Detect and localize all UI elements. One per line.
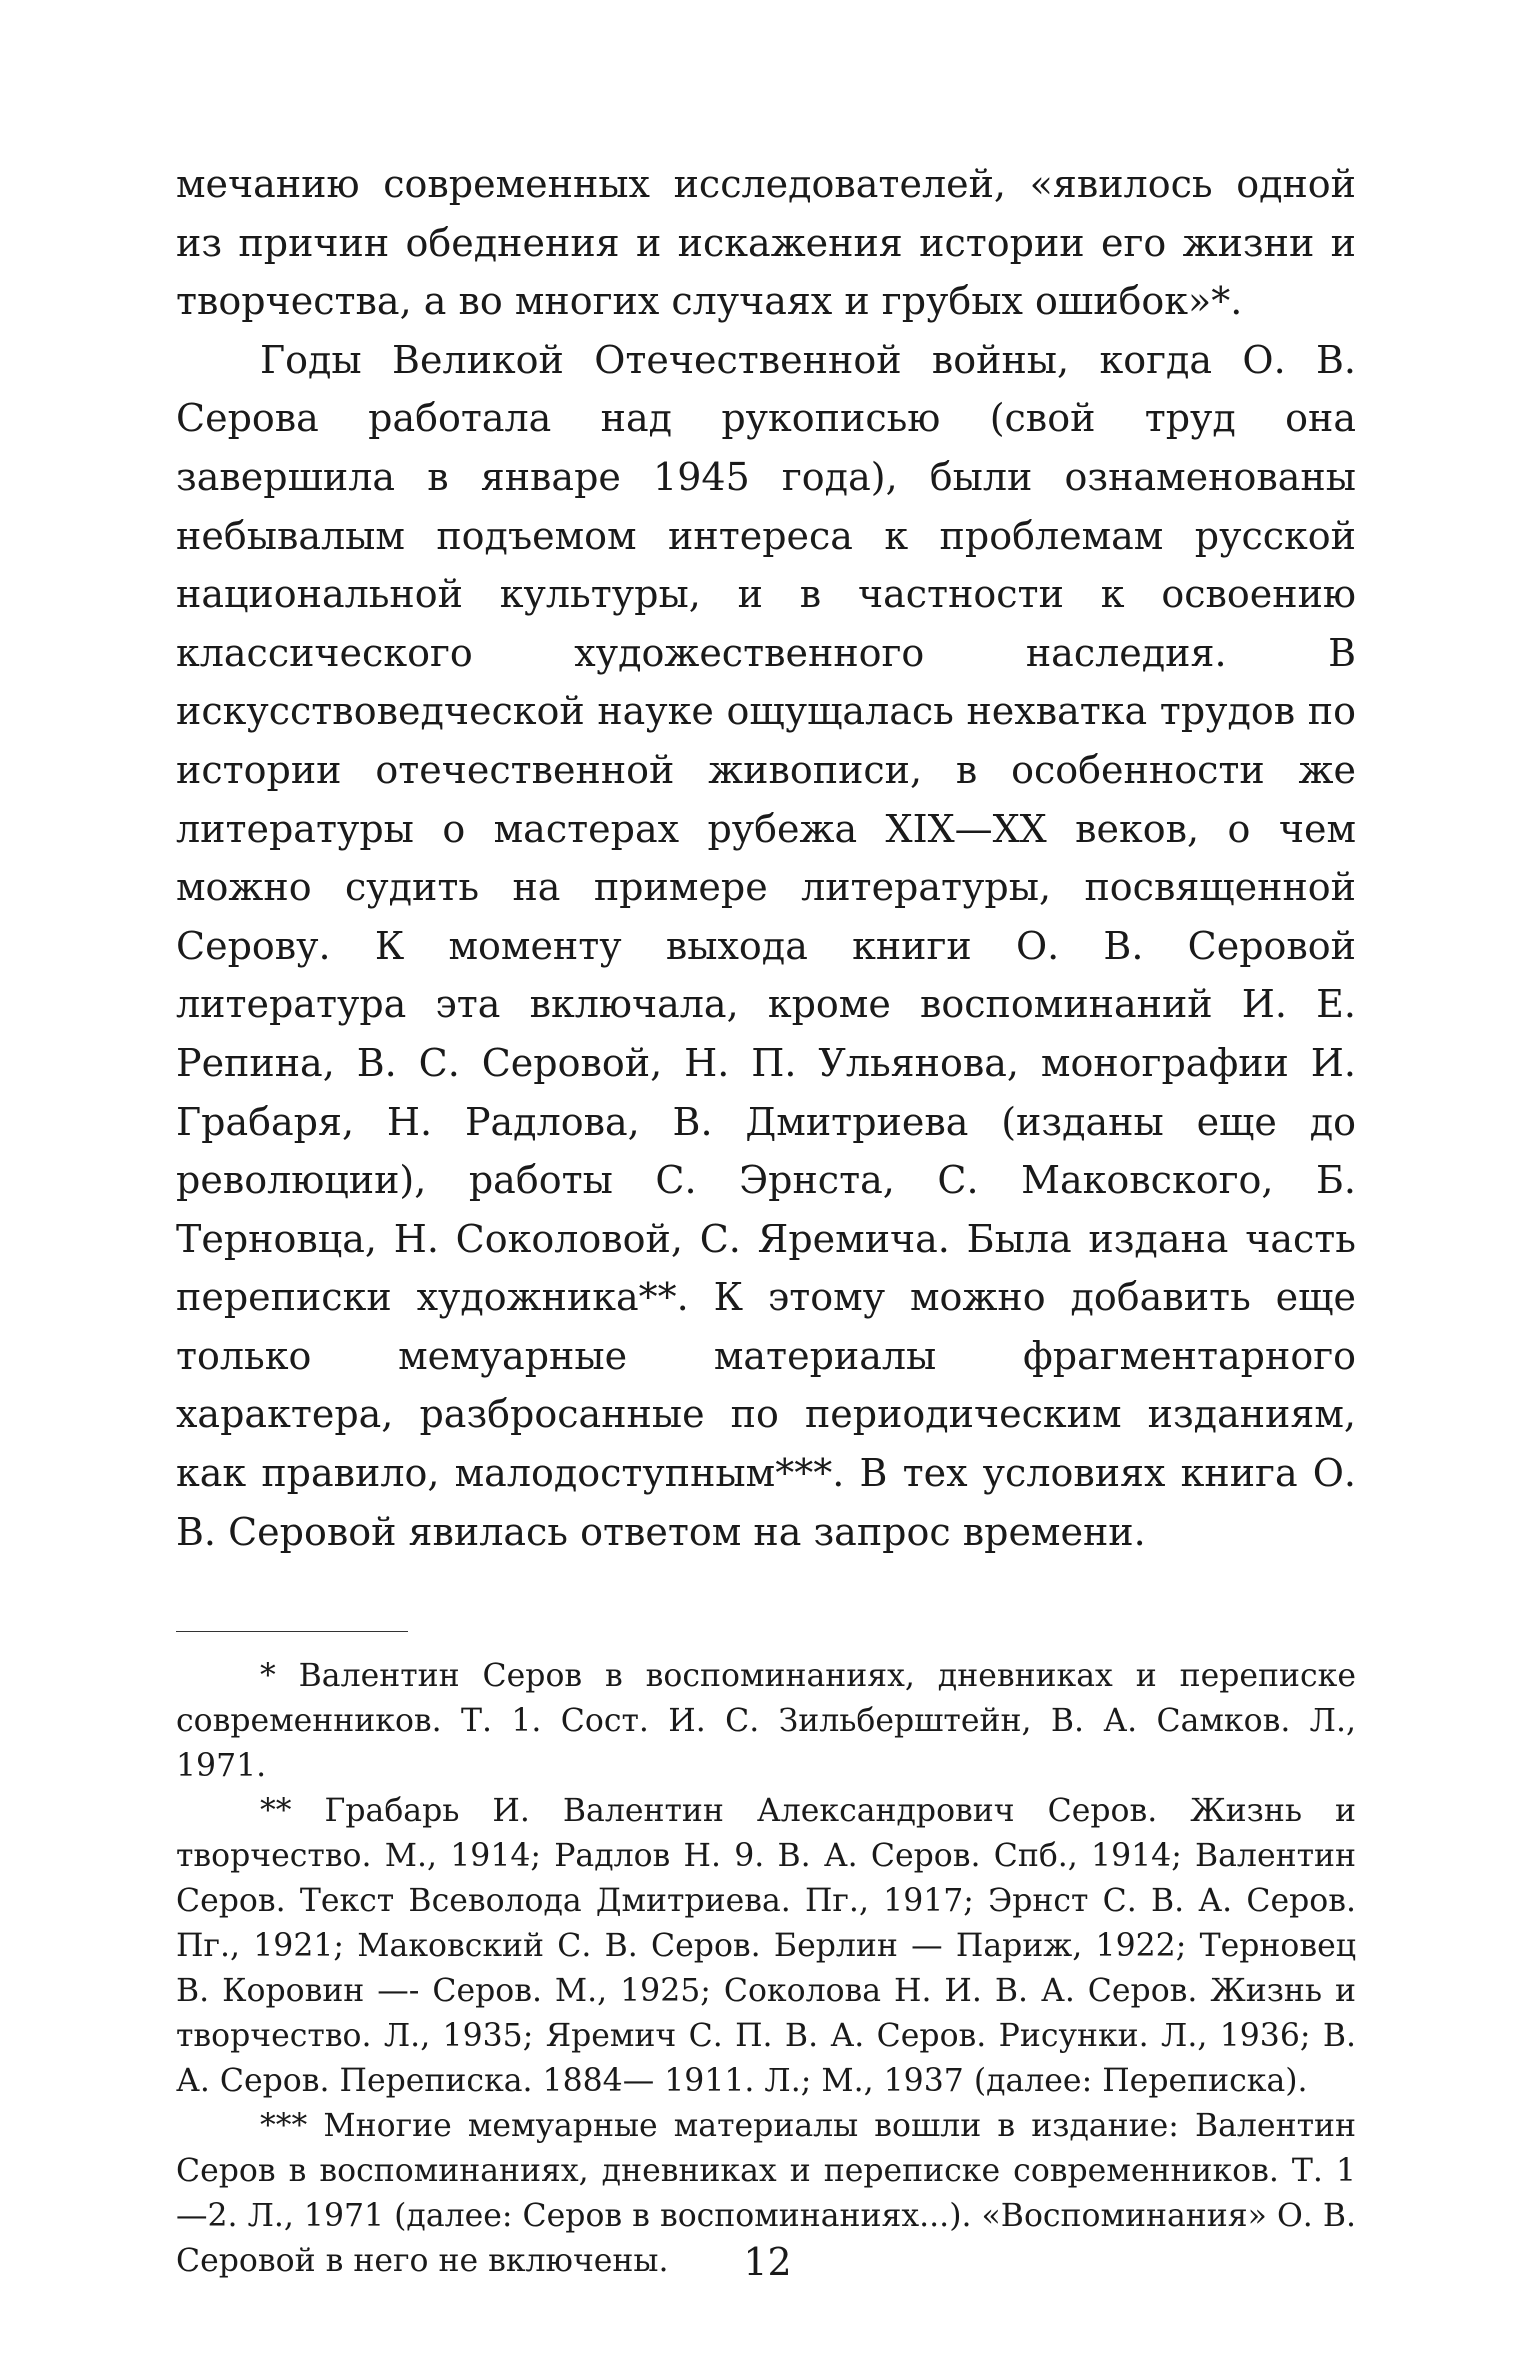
- page-number: 12: [743, 2240, 792, 2284]
- main-text: [176, 155, 1356, 1561]
- footnote-2: ** Грабарь И. Валентин Александрович Серов. Жизнь и творчество. М., 1914; Радлов Н. 9. В. А. Серов. Спб., 1914; Валентин Серов. Текст Всеволода Дмитриева. Пг., 1917; Эрнст С. В. А. Серов. Пг., 1921; Маковский С. В. Серов. Берлин — Париж, 1922; Терновец В. Коровин —- Серов. М., 1925; Соколова Н. И. В. А. Серов. Жизнь и творчество. Л., 1935; Яремич С. П. В. А. Серов. Рисунки. Л., 1936; В. А. Серов. Переписка. 1884— 1911. Л.; М., 1937 (далее: Переписка).: [176, 1793, 1356, 2100]
- footnote-divider: [176, 1631, 408, 1632]
- book-page: [176, 155, 1356, 2284]
- paragraph-continued: мечанию современных исследователей, «явилось одной из причин обеднения и искажения истории его жизни и творчества, а во многих случаях и грубых ошибок»*.: [176, 162, 1356, 324]
- footnote-3: *** Многие мемуарные материалы вошли в издание: Валентин Серов в воспоминаниях, дневниках и переписке современников. Т. 1—2. Л., 1971 (далее: Серов в воспоминаниях...). «Воспоминания» О. В. Серовой в него не включены.: [176, 2108, 1356, 2280]
- footnotes: [176, 1654, 1356, 2284]
- paragraph-war-years: Годы Великой Отечественной войны, когда О. В. Серова работала над рукописью (свой труд она завершила в январе 1945 года), были ознаменованы небывалым подъемом интереса к проблемам русской национальной культуры, и в частности к освоению классического художественного наследия. В искусствоведческой науке ощущалась нехватка трудов по истории отечественной живописи, в особенности же литературы о мастерах рубежа XIX—XX веков, о чем можно судить на примере литературы, посвященной Серову. К моменту выхода книги О. В. Серовой литература эта включала, кроме воспоминаний И. Е. Репина, В. С. Серовой, Н. П. Ульянова, монографии И. Грабаря, Н. Радлова, В. Дмитриева (изданы еще до революции), работы С. Эрнста, С. Маковского, Б. Терновца, Н. Соколовой, С. Яремича. Была издана часть переписки художника**. К этому можно добавить еще только мемуарные материалы фрагментарного характера, разбросанные по периодическим изданиям, как правило, малодоступным***. В тех условиях книга О. В. Серовой явилась ответом на запрос времени.: [176, 337, 1356, 1554]
- footnote-1: * Валентин Серов в воспоминаниях, дневниках и переписке современников. Т. 1. Сост. И. С. Зильберштейн, В. А. Самков. Л., 1971.: [176, 1658, 1356, 1785]
